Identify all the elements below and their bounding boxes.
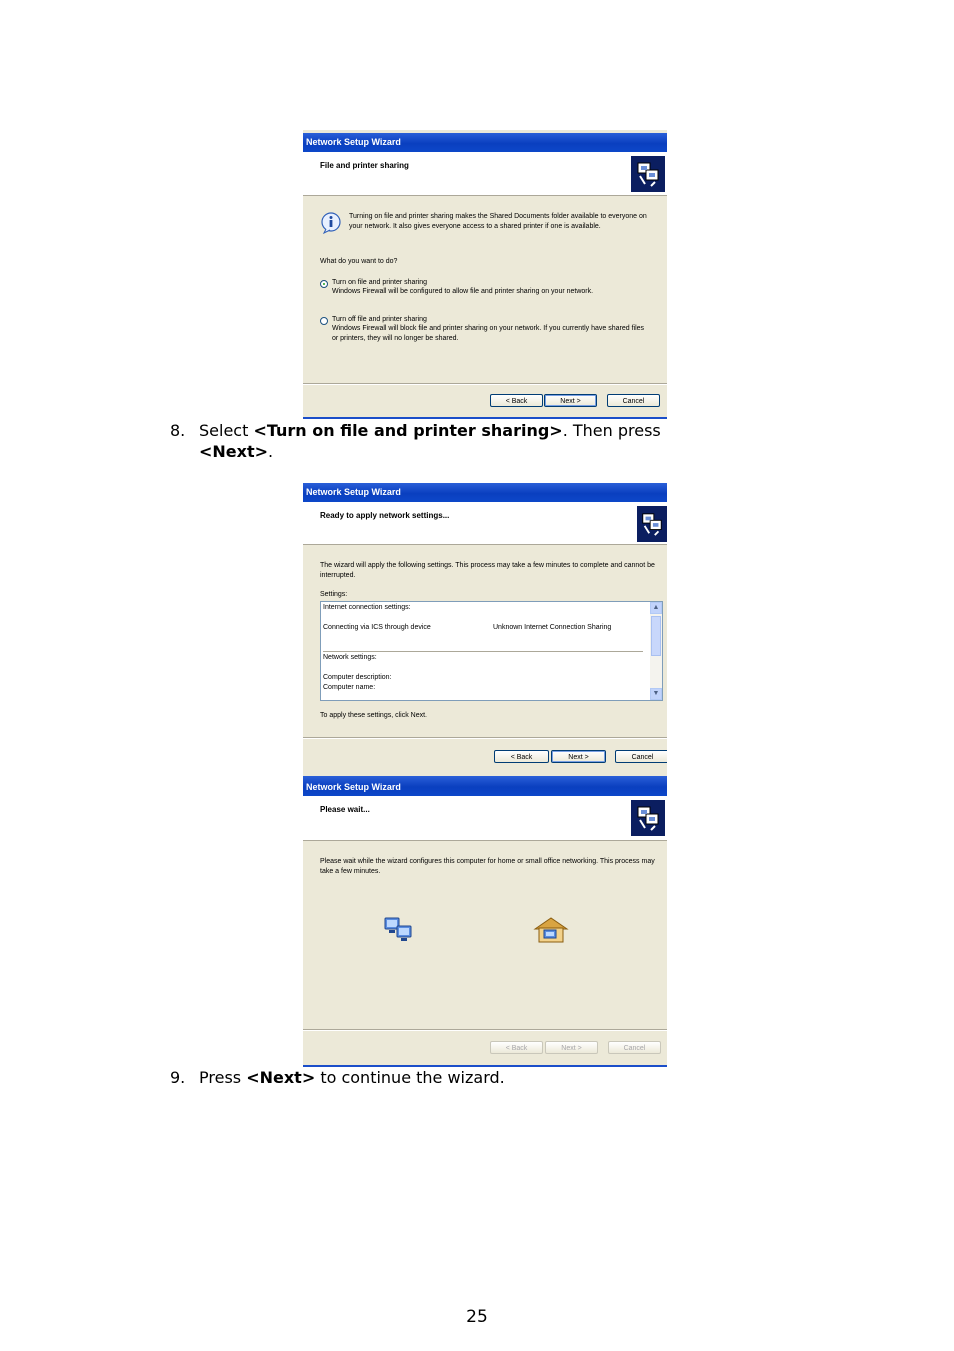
button-separator [303,737,667,739]
connecting-value: Unknown Internet Connection Sharing [493,624,612,631]
wizard-window-please-wait [303,776,667,1067]
option-turn-on-label[interactable]: Turn on file and printer sharing [332,279,428,286]
network-settings-header: Network settings: [323,654,377,661]
window-titlebar [303,133,667,152]
wizard-header [303,796,667,841]
question-text: What do you want to do? [320,258,398,265]
back-button[interactable]: < Back [494,750,549,763]
next-button[interactable]: Next > [551,750,606,763]
connecting-label: Connecting via ICS through device [323,624,431,631]
cancel-button[interactable]: Cancel [608,1041,661,1054]
scroll-down-arrow-icon[interactable]: ▼ [650,688,662,700]
option-turn-off-desc: Windows Firewall will block file and printer sharing on your network. If you currently have shared files or printers, they will no longer be shared. [332,325,645,342]
network-wizard-icon [631,800,665,836]
computer-name-label: Computer name: [323,684,376,691]
settings-listbox[interactable] [320,601,663,701]
next-button[interactable]: Next > [544,394,597,407]
wizard-window-file-sharing [303,130,667,419]
scroll-up-arrow-icon[interactable]: ▲ [650,602,662,614]
button-separator [303,383,667,385]
step-8-instruction: 8. Select <Turn on file and printer sharing>. Then press <Next>. [170,421,661,461]
cancel-button[interactable]: Cancel [607,394,660,407]
back-button[interactable]: < Back [490,394,543,407]
window-title: Network Setup Wizard [306,137,401,147]
window-title: Network Setup Wizard [306,782,401,792]
network-wizard-icon [637,506,667,542]
wizard-window-ready-to-apply [303,483,667,776]
computer-description-label: Computer description: [323,674,392,681]
header-title: Ready to apply network settings... [320,511,450,520]
window-titlebar [303,483,667,502]
option-turn-off-label[interactable]: Turn off file and printer sharing [332,316,427,323]
radio-turn-off[interactable] [320,317,328,325]
next-button[interactable]: Next > [545,1041,598,1054]
button-separator [303,1029,667,1031]
listbox-scrollbar[interactable] [650,602,662,700]
settings-label: Settings: [320,591,348,598]
wait-text: Please wait while the wizard configures this computer for home or small office networking. This process may take a few minutes. [320,858,655,875]
intro-text: The wizard will apply the following settings. This process may take a few minutes to complete and cannot be interrupted. [320,562,655,579]
option-turn-on-desc: Windows Firewall will be configured to allow file and printer sharing on your network. [332,288,594,295]
window-title: Network Setup Wizard [306,487,401,497]
cancel-button[interactable]: Cancel [615,750,667,763]
computers-icon [383,916,415,947]
radio-turn-on[interactable] [320,280,328,288]
internet-settings-header: Internet connection settings: [323,604,411,611]
network-wizard-icon [631,156,665,192]
step-number: 9. [170,1068,186,1087]
home-network-icon [533,916,569,949]
wizard-header [303,152,667,196]
listbox-divider [323,651,643,652]
wizard-header [303,502,667,545]
info-text: Turning on file and printer sharing makes the Shared Documents folder available to everyone on your network. It also gives everyone access to a shared printer if one is available. [349,213,647,230]
header-title: Please wait... [320,805,370,814]
window-titlebar [303,776,667,796]
back-button[interactable]: < Back [490,1041,543,1054]
page-number: 25 [466,1307,488,1327]
scrollbar-thumb[interactable] [651,616,661,656]
step-number: 8. [170,421,186,440]
info-icon [320,212,342,239]
apply-instruction-text: To apply these settings, click Next. [320,712,427,719]
step-9-instruction: 9. Press <Next> to continue the wizard. [170,1068,505,1087]
header-title: File and printer sharing [320,161,409,170]
